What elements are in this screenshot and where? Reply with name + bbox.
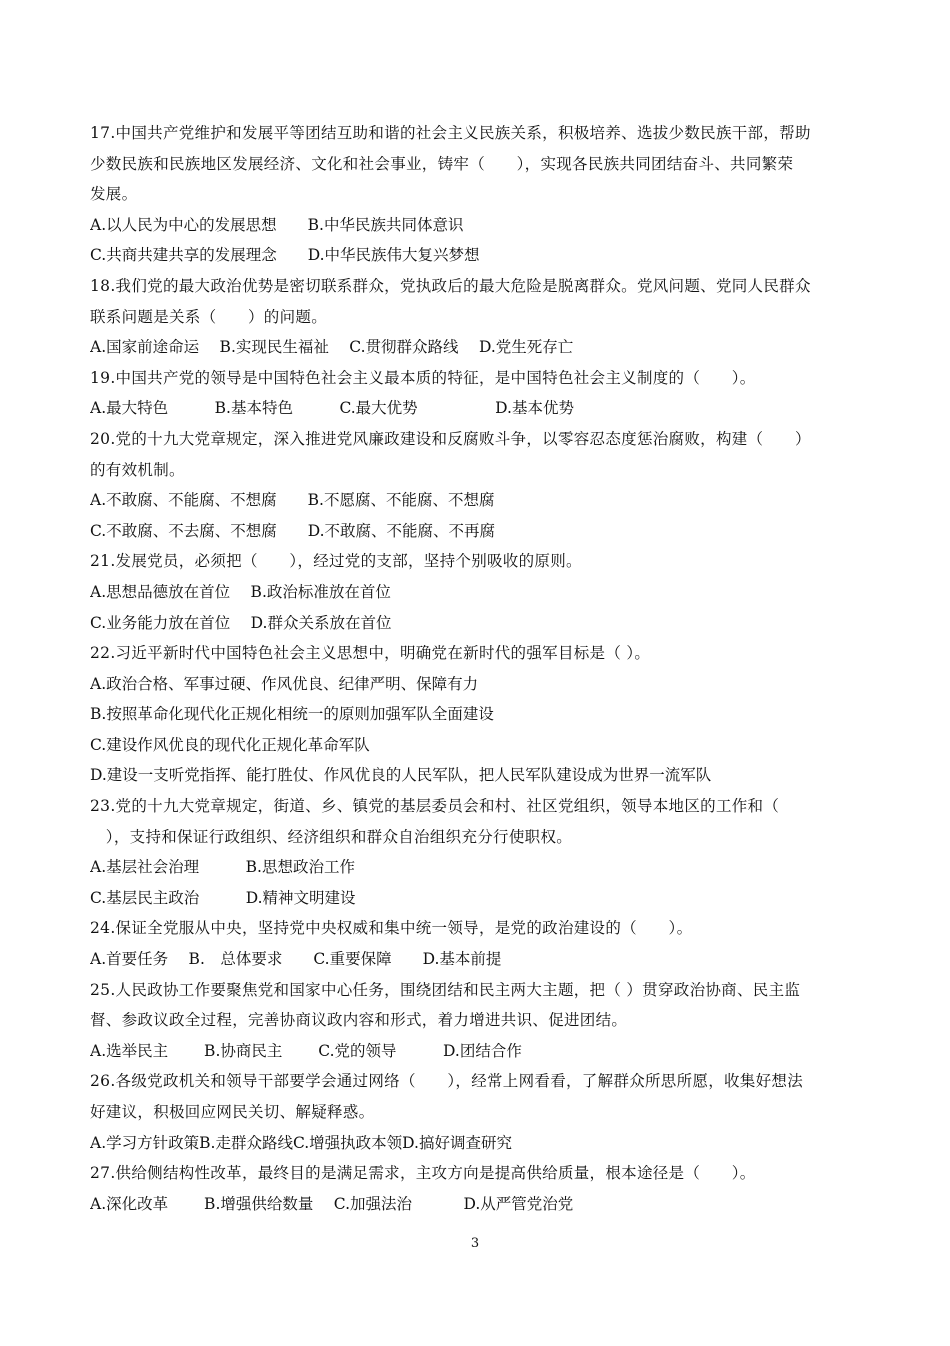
question-options-line: D.建设一支听党指挥、能打胜仗、作风优良的人民军队，把人民军队建设成为世界一流军队 (90, 766, 712, 785)
question-stem-line: 联系问题是关系（ ）的问题。 (90, 307, 328, 326)
question-options-line: A.不敢腐、不能腐、不想腐 B.不愿腐、不能腐、不想腐 (90, 491, 495, 510)
page-number: 3 (470, 1236, 480, 1251)
question-list (90, 118, 860, 1219)
question-stem-line: 19.中国共产党的领导是中国特色社会主义最本质的特征，是中国特色社会主义制度的（ ）。 (90, 368, 756, 387)
question-stem-line: 20.党的十九大党章规定，深入推进党风廉政建设和反腐败斗争，以零容忍态度惩治腐败，构建（ ） (90, 429, 811, 448)
question-stem-line: 督、参政议政全过程，完善协商议政内容和形式，着力增进共识、促进团结。 (90, 1011, 628, 1030)
question-stem-line: 22.习近平新时代中国特色社会主义思想中，明确党在新时代的强军目标是（ ）。 (90, 644, 651, 663)
question-options-line: A.政治合格、军事过硬、作风优良、纪律严明、保障有力 (90, 674, 479, 693)
question-block (90, 271, 860, 363)
question-block (90, 913, 860, 974)
question-options-line: B.按照革命化现代化正规化相统一的原则加强军队全面建设 (90, 705, 494, 724)
question-options-line: C.业务能力放在首位 D.群众关系放在首位 (90, 613, 392, 632)
question-options-line: C.基层民主政治 D.精神文明建设 (90, 888, 356, 907)
question-stem-line: ），支持和保证行政组织、经济组织和群众自治组织充分行使职权。 (90, 827, 573, 846)
question-stem-line: 25.人民政协工作要聚焦党和国家中心任务，围绕团结和民主两大主题，把（ ）贯穿政治协商、民主监 (90, 980, 801, 999)
question-block (90, 118, 860, 271)
question-block (90, 638, 860, 791)
question-stem-line: 好建议，积极回应网民关切、解疑释惑。 (90, 1103, 375, 1121)
question-options-line: A.首要任务 B. 总体要求 C.重要保障 D.基本前提 (90, 950, 502, 969)
question-options-line: C.建设作风优良的现代化正规化革命军队 (90, 735, 370, 754)
question-options-line: A.以人民为中心的发展思想 B.中华民族共同体意识 (90, 215, 464, 234)
question-stem-line: 26.各级党政机关和领导干部要学会通过网络（ ），经常上网看看，了解群众所思所愿，收集好想法 (90, 1072, 804, 1091)
question-block (90, 424, 860, 546)
question-options-line: C.不敢腐、不去腐、不想腐 D.不敢腐、不能腐、不再腐 (90, 521, 496, 540)
question-stem-line: 18.我们党的最大政治优势是密切联系群众，党执政后的最大危险是脱离群众。党风问题、党同人民群众 (90, 276, 811, 295)
question-block (90, 363, 860, 424)
question-options-line: A.思想品德放在首位 B.政治标准放在首位 (90, 582, 391, 601)
question-options-line: A.国家前途命运 B.实现民生福祉 C.贯彻群众路线 D.党生死存亡 (90, 338, 574, 357)
question-options-line: A.选举民主 B.协商民主 C.党的领导 D.团结合作 (90, 1041, 522, 1060)
question-options-line: A.基层社会治理 B.思想政治工作 (90, 858, 355, 877)
question-stem-line: 23.党的十九大党章规定，街道、乡、镇党的基层委员会和村、社区党组织，领导本地区的工作和（ (90, 797, 780, 816)
question-stem-line: 21.发展党员，必须把（ ），经过党的支部，坚持个别吸收的原则。 (90, 552, 582, 571)
question-options-line: A.学习方针政策B.走群众路线C.增强执政本领D.搞好调查研究 (90, 1133, 512, 1152)
question-options-line: A.深化改革 B.增强供给数量 C.加强法治 D.从严管党治党 (90, 1194, 574, 1213)
question-stem-line: 24.保证全党服从中央，坚持党中央权威和集中统一领导，是党的政治建设的（ ）。 (90, 919, 693, 938)
question-block (90, 1158, 860, 1219)
question-block (90, 546, 860, 638)
question-stem-line: 17.中国共产党维护和发展平等团结互助和谐的社会主义民族关系，积极培养、选拔少数民族干部，帮助 (90, 124, 811, 142)
question-block (90, 791, 860, 913)
question-stem-line: 27.供给侧结构性改革，最终目的是满足需求，主攻方向是提高供给质量，根本途径是（ ）。 (90, 1164, 756, 1183)
question-stem-line: 发展。 (90, 185, 138, 204)
question-block (90, 975, 860, 1067)
question-stem-line: 少数民族和民族地区发展经济、文化和社会事业，铸牢（ ），实现各民族共同团结奋斗、共同繁荣 (90, 154, 794, 173)
question-options-line: C.共商共建共享的发展理念 D.中华民族伟大复兴梦想 (90, 246, 480, 265)
question-stem-line: 的有效机制。 (90, 460, 185, 479)
question-block (90, 1066, 860, 1158)
question-options-line: A.最大特色 B.基本特色 C.最大优势 D.基本优势 (90, 399, 574, 418)
